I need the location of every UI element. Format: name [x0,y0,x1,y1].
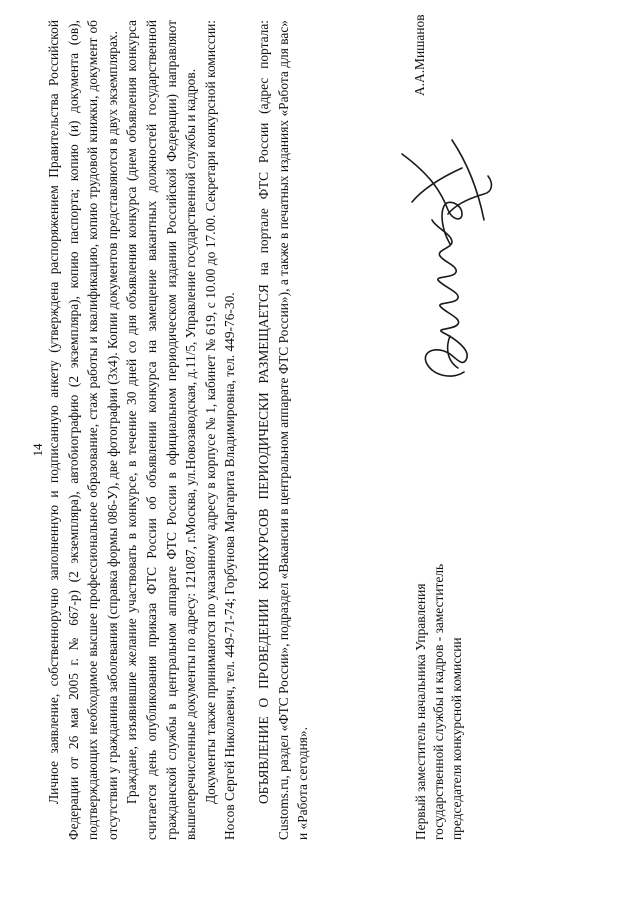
signatory-title: Первый заместитель начальника Управления государственной службы и кадров - заместитель председателя конкурсной комиссии [413,563,464,840]
handwritten-signature [392,130,502,390]
signature-block [412,14,522,840]
paragraph-documents-list: Личное заявление, собственноручно заполненную и подписанную анкету (утверждена распоряжением Правительства Российской Федерации от 26 мая 2005 г. № 667-р) (2 экземпляра), автобиографию (2 экземпляра), копию паспорта; копию (и) документа (ов), подтверждающих необходимое высшее профессиональное образование, стаж работы и квалификацию, копию трудовой книжки, документ об отсутствии у гражданина заболевания (справка формы 086-У), две фотографии (3х4). Копии документов представляются в двух экземплярах. [46,20,120,840]
page-number: 14 [30,443,45,457]
paragraph-contacts: Документы также принимаются по указанному адресу в корпусе № 1, кабинет № 619, с 10.00 до 17.00. Секретари конкурсной комиссии: Носов Сергей Николаевич, тел. 449-71-74; Горбунова Маргарита Владимировна, тел. 449-76-30. [202,20,238,840]
document-body [44,20,313,840]
paragraph-submission: Граждане, изъявившие желание участвовать в конкурсе, в течение 30 дней со дня объявления конкурса (днем объявления конкурса считается день опубликования приказа ФТС России об объявлении конкурса на замещение вакантных должностей государственной гражданской службы в центральном аппарате ФТС России в официальном периодическом издании Российской Федерации) направляют вышеперечисленные документы по адресу: 121087, г.Москва, ул.Новозаводская, д.11/5, Управление государственной службы и кадров. [124,20,199,840]
paragraph-announcement: ОБЪЯВЛЕНИЕ О ПРОВЕДЕНИИ КОНКУРСОВ ПЕРИОДИЧЕСКИ РАЗМЕЩАЕТСЯ на портале ФТС России (адрес портала: Customs.ru, раздел «ФТС России», подраздел «Вакансии в центральном аппарате ФТС России»), а также в печатных изданиях «Работа для вас» и «Работа сегодня». [255,20,311,840]
signatory-name: А.А.Мишанов [412,14,427,96]
